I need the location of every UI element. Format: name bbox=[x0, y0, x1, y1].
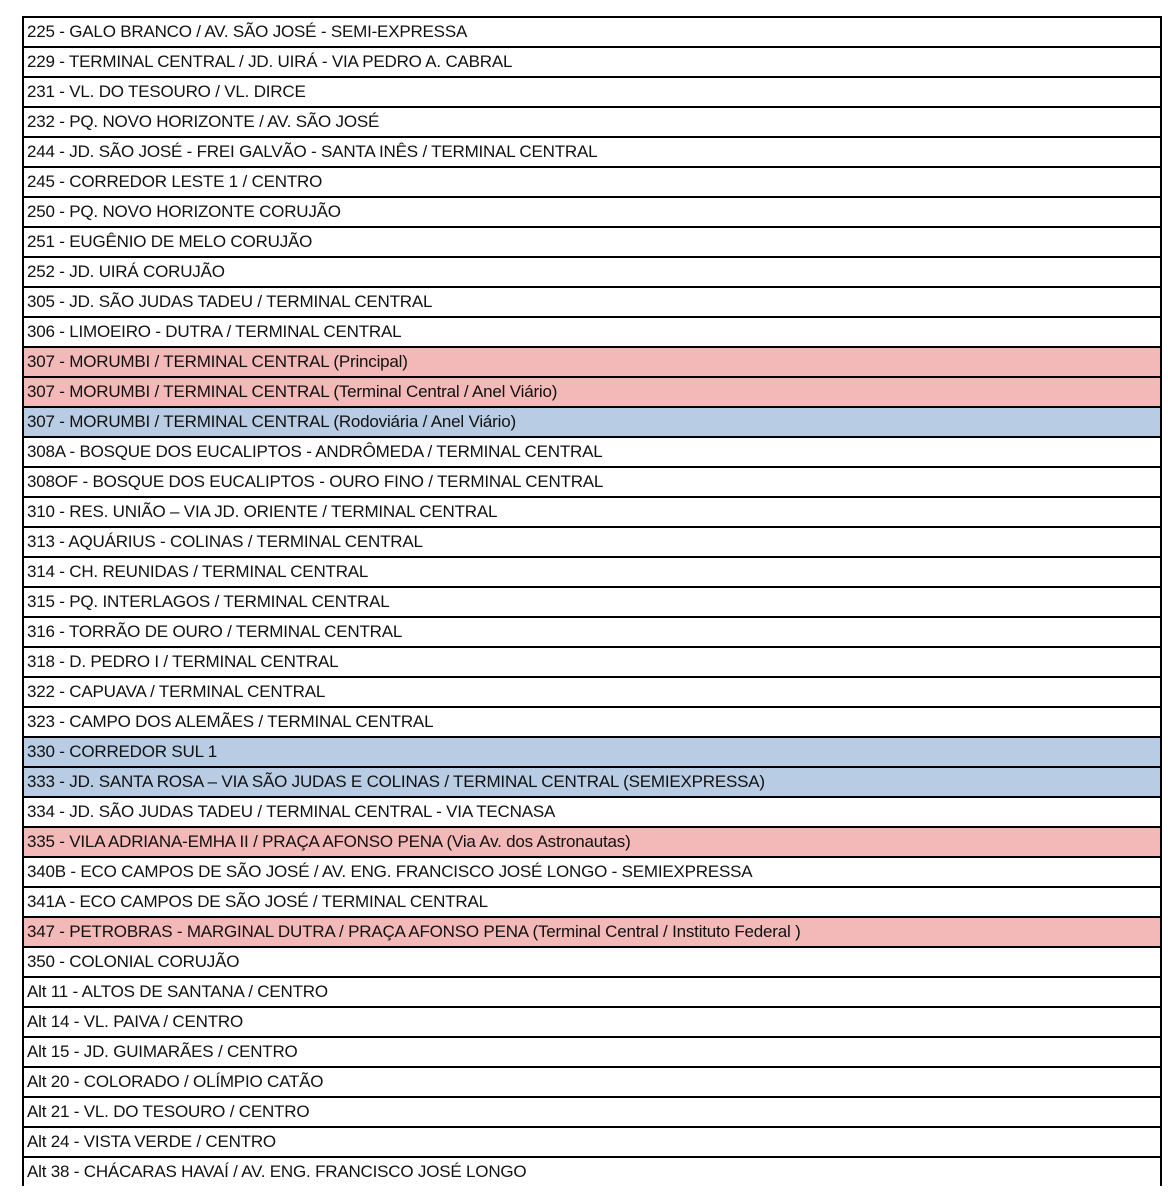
route-cell: Alt 14 - VL. PAIVA / CENTRO bbox=[27, 1012, 243, 1031]
table-row bbox=[24, 768, 1160, 798]
route-cell: 307 - MORUMBI / TERMINAL CENTRAL (Principal) bbox=[27, 352, 408, 371]
table-row bbox=[24, 318, 1160, 348]
table-row bbox=[24, 408, 1160, 438]
table-row bbox=[24, 348, 1160, 378]
route-cell: Alt 24 - VISTA VERDE / CENTRO bbox=[27, 1132, 276, 1151]
route-cell: 251 - EUGÊNIO DE MELO CORUJÃO bbox=[27, 232, 313, 251]
route-cell: 252 - JD. UIRÁ CORUJÃO bbox=[27, 262, 225, 281]
route-cell: Alt 38 - CHÁCARAS HAVAÍ / AV. ENG. FRANCISCO JOSÉ LONGO bbox=[27, 1162, 527, 1181]
table-row bbox=[24, 498, 1160, 528]
table-row bbox=[24, 708, 1160, 738]
table-row bbox=[24, 948, 1160, 978]
route-cell: 232 - PQ. NOVO HORIZONTE / AV. SÃO JOSÉ bbox=[27, 112, 380, 131]
table-row bbox=[24, 18, 1160, 48]
table-row bbox=[24, 558, 1160, 588]
route-cell: 305 - JD. SÃO JUDAS TADEU / TERMINAL CENTRAL bbox=[27, 292, 433, 311]
route-cell: Alt 11 - ALTOS DE SANTANA / CENTRO bbox=[27, 982, 328, 1001]
route-cell: 244 - JD. SÃO JOSÉ - FREI GALVÃO - SANTA INÊS / TERMINAL CENTRAL bbox=[27, 142, 598, 161]
route-cell: 322 - CAPUAVA / TERMINAL CENTRAL bbox=[27, 682, 326, 701]
table-row bbox=[24, 258, 1160, 288]
table-row bbox=[24, 918, 1160, 948]
table-row bbox=[24, 528, 1160, 558]
table-row bbox=[24, 648, 1160, 678]
route-cell: 229 - TERMINAL CENTRAL / JD. UIRÁ - VIA PEDRO A. CABRAL bbox=[27, 52, 513, 71]
table-row bbox=[24, 738, 1160, 768]
table-row bbox=[24, 1128, 1160, 1158]
route-cell: Alt 15 - JD. GUIMARÃES / CENTRO bbox=[27, 1042, 298, 1061]
route-cell: 306 - LIMOEIRO - DUTRA / TERMINAL CENTRAL bbox=[27, 322, 402, 341]
route-cell: 340B - ECO CAMPOS DE SÃO JOSÉ / AV. ENG. FRANCISCO JOSÉ LONGO - SEMIEXPRESSA bbox=[27, 862, 753, 881]
route-cell: 245 - CORREDOR LESTE 1 / CENTRO bbox=[27, 172, 323, 191]
route-cell: 250 - PQ. NOVO HORIZONTE CORUJÃO bbox=[27, 202, 341, 221]
table-row bbox=[24, 378, 1160, 408]
route-cell: 315 - PQ. INTERLAGOS / TERMINAL CENTRAL bbox=[27, 592, 390, 611]
table-row bbox=[24, 48, 1160, 78]
table-row bbox=[24, 468, 1160, 498]
table-row bbox=[24, 198, 1160, 228]
table-row bbox=[24, 1098, 1160, 1128]
route-cell: 310 - RES. UNIÃO – VIA JD. ORIENTE / TERMINAL CENTRAL bbox=[27, 502, 498, 521]
route-cell: 330 - CORREDOR SUL 1 bbox=[27, 742, 217, 761]
route-cell: 341A - ECO CAMPOS DE SÃO JOSÉ / TERMINAL CENTRAL bbox=[27, 892, 488, 911]
table-row bbox=[24, 618, 1160, 648]
table-row bbox=[24, 78, 1160, 108]
table-row bbox=[24, 138, 1160, 168]
route-cell: 225 - GALO BRANCO / AV. SÃO JOSÉ - SEMI-EXPRESSA bbox=[27, 22, 468, 41]
table-row bbox=[24, 1038, 1160, 1068]
table-row bbox=[24, 978, 1160, 1008]
route-cell: 307 - MORUMBI / TERMINAL CENTRAL (Terminal Central / Anel Viário) bbox=[27, 382, 558, 401]
table-row bbox=[24, 108, 1160, 138]
table-row bbox=[24, 858, 1160, 888]
route-cell: 335 - VILA ADRIANA-EMHA II / PRAÇA AFONSO PENA (Via Av. dos Astronautas) bbox=[27, 832, 631, 851]
table-row bbox=[24, 1008, 1160, 1038]
route-cell: 347 - PETROBRAS - MARGINAL DUTRA / PRAÇA AFONSO PENA (Terminal Central / Instituto Federal ) bbox=[27, 922, 801, 941]
route-cell: 334 - JD. SÃO JUDAS TADEU / TERMINAL CENTRAL - VIA TECNASA bbox=[27, 802, 556, 821]
table-row bbox=[24, 1158, 1160, 1186]
route-cell: 318 - D. PEDRO I / TERMINAL CENTRAL bbox=[27, 652, 339, 671]
route-cell: 313 - AQUÁRIUS - COLINAS / TERMINAL CENTRAL bbox=[27, 532, 423, 551]
table-row bbox=[24, 588, 1160, 618]
table-row bbox=[24, 228, 1160, 258]
route-cell: 316 - TORRÃO DE OURO / TERMINAL CENTRAL bbox=[27, 622, 403, 641]
table-row bbox=[24, 288, 1160, 318]
table-row bbox=[24, 798, 1160, 828]
route-cell: 314 - CH. REUNIDAS / TERMINAL CENTRAL bbox=[27, 562, 369, 581]
table-row bbox=[24, 888, 1160, 918]
route-cell: 308A - BOSQUE DOS EUCALIPTOS - ANDRÔMEDA / TERMINAL CENTRAL bbox=[27, 442, 603, 461]
bus-line-table bbox=[22, 16, 1162, 1186]
route-cell: 307 - MORUMBI / TERMINAL CENTRAL (Rodoviária / Anel Viário) bbox=[27, 412, 516, 431]
table-row bbox=[24, 438, 1160, 468]
table-row bbox=[24, 1068, 1160, 1098]
route-cell: 350 - COLONIAL CORUJÃO bbox=[27, 952, 240, 971]
route-cell: 231 - VL. DO TESOURO / VL. DIRCE bbox=[27, 82, 306, 101]
route-cell: Alt 20 - COLORADO / OLÍMPIO CATÃO bbox=[27, 1072, 324, 1091]
route-cell: Alt 21 - VL. DO TESOURO / CENTRO bbox=[27, 1102, 310, 1121]
route-cell: 308OF - BOSQUE DOS EUCALIPTOS - OURO FINO / TERMINAL CENTRAL bbox=[27, 472, 604, 491]
table-row bbox=[24, 678, 1160, 708]
route-cell: 333 - JD. SANTA ROSA – VIA SÃO JUDAS E COLINAS / TERMINAL CENTRAL (SEMIEXPRESSA) bbox=[27, 772, 765, 791]
table-row bbox=[24, 828, 1160, 858]
route-cell: 323 - CAMPO DOS ALEMÃES / TERMINAL CENTRAL bbox=[27, 712, 434, 731]
table-row bbox=[24, 168, 1160, 198]
